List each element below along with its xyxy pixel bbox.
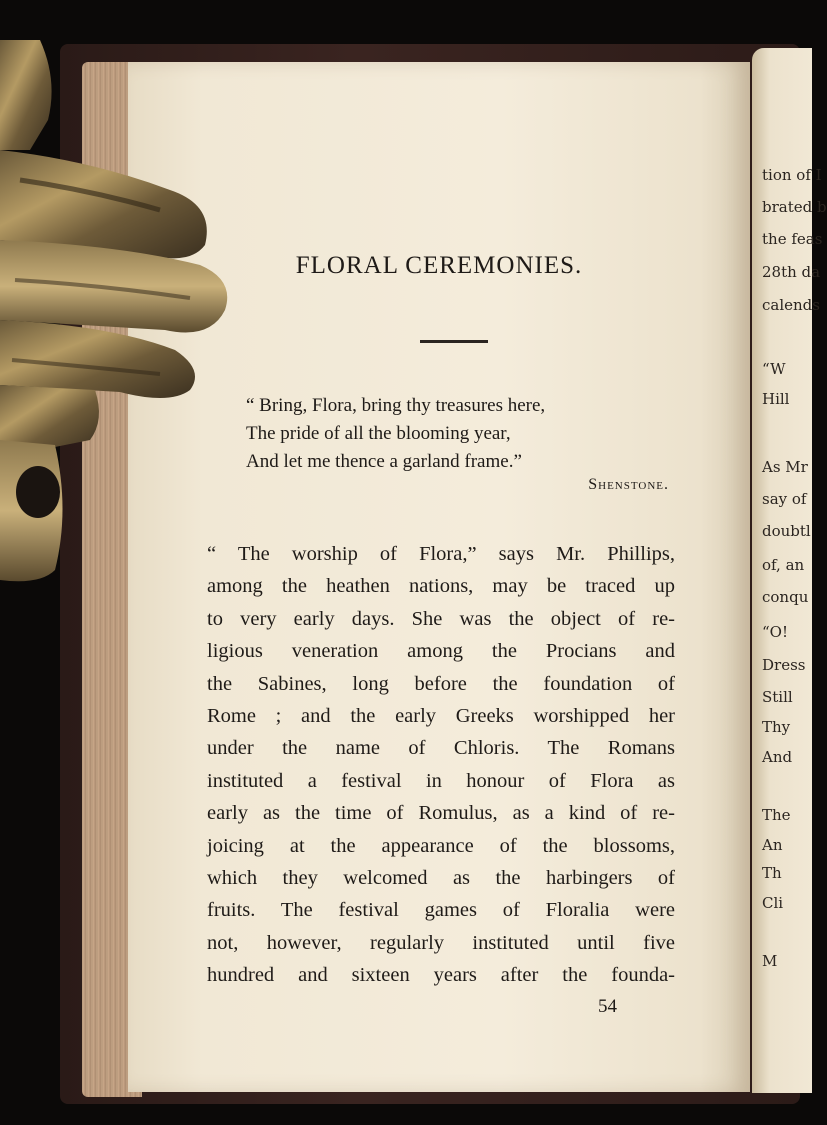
- chapter-title: FLORAL CEREMONIES.: [295, 252, 583, 279]
- brass-clip: [0, 40, 240, 600]
- facing-line: tion of I: [762, 166, 822, 184]
- facing-line: conqu: [762, 588, 809, 606]
- epigraph-line: The pride of all the blooming year,: [246, 423, 511, 444]
- facing-line: Hill: [762, 390, 790, 408]
- body-line: which they welcomed as the harbingers of: [207, 867, 675, 890]
- body-line: fruits. The festival games of Floralia were: [207, 899, 675, 922]
- epigraph: [246, 392, 545, 476]
- facing-line: “O!: [762, 623, 788, 641]
- facing-line: Th: [762, 864, 782, 882]
- body-line: joicing at the appearance of the blossoms,: [207, 834, 675, 857]
- body-line: early as the time of Romulus, as a kind of re-: [207, 802, 675, 825]
- facing-line: M: [762, 952, 778, 970]
- facing-line: brated b: [762, 198, 827, 216]
- body-line: to very early days. She was the object of re-: [207, 607, 675, 630]
- body-line: ligious veneration among the Procians and: [207, 640, 675, 663]
- facing-line: 28th da: [762, 263, 821, 281]
- body-paragraph: [207, 538, 675, 992]
- facing-line: Thy: [762, 718, 791, 736]
- facing-line: of, an: [762, 556, 805, 574]
- facing-line: And: [762, 748, 793, 766]
- body-line: among the heathen nations, may be traced up: [207, 575, 675, 598]
- body-line: instituted a festival in honour of Flora as: [207, 769, 675, 792]
- facing-line: calends: [762, 296, 820, 314]
- body-line: Rome ; and the early Greeks worshipped her: [207, 705, 675, 728]
- body-line: the Sabines, long before the foundation of: [207, 672, 675, 695]
- epigraph-line: “ Bring, Flora, bring thy treasures here,: [246, 395, 546, 416]
- body-line: not, however, regularly instituted until five: [207, 931, 675, 954]
- facing-line: doubtl: [762, 522, 811, 540]
- body-line: “ The worship of Flora,” says Mr. Phillips,: [207, 543, 675, 565]
- facing-line: The: [762, 806, 791, 824]
- body-line: hundred and sixteen years after the founda-: [207, 964, 675, 987]
- facing-line: say of: [762, 490, 807, 508]
- title-rule: [420, 340, 488, 343]
- facing-line: As Mr: [762, 458, 808, 476]
- facing-page: [752, 48, 827, 1093]
- facing-line: An: [762, 836, 783, 854]
- facing-line: “W: [762, 360, 786, 378]
- page-number: 54: [598, 996, 617, 1017]
- body-line: under the name of Chloris. The Romans: [207, 737, 675, 760]
- facing-line: the feas: [762, 230, 823, 248]
- facing-line: Still: [762, 688, 793, 706]
- facing-line: Dress: [762, 656, 806, 674]
- epigraph-line: And let me thence a garland frame.”: [246, 451, 522, 472]
- epigraph-attribution: Shenstone.: [588, 476, 669, 493]
- facing-line: Cli: [762, 894, 784, 912]
